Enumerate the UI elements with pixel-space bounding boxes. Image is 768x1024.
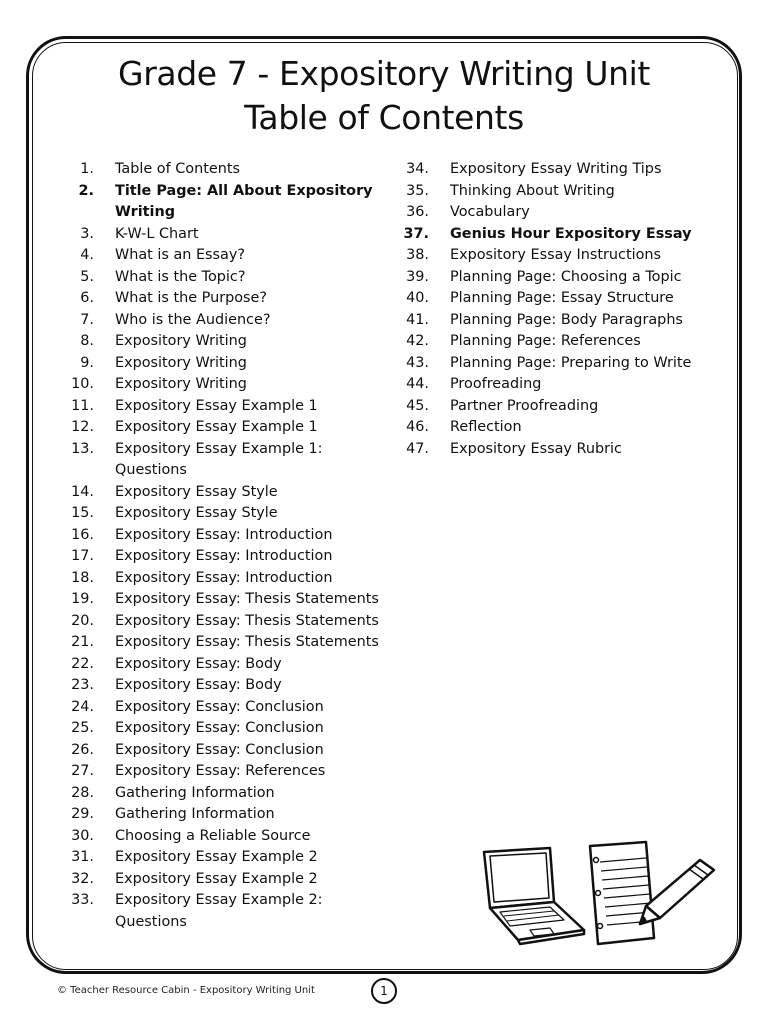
- toc-entry-label: Expository Essay: Conclusion: [115, 741, 324, 758]
- toc-entry-number: 2.: [78, 182, 94, 199]
- toc-entry-number: 4.: [80, 247, 94, 263]
- toc-entry: [393, 310, 723, 332]
- toc-entry: [58, 417, 393, 439]
- toc-entry-label: Expository Essay Writing Tips: [450, 161, 662, 177]
- toc-entry-number: 8.: [80, 333, 94, 349]
- toc-entry-label: Expository Writing: [115, 376, 247, 392]
- toc-entry-number: 36.: [406, 204, 429, 220]
- toc-entry: [58, 159, 393, 181]
- toc-entry-number: 13.: [71, 440, 94, 457]
- toc-entry-label: Vocabulary: [450, 204, 530, 220]
- toc-entry: [58, 396, 393, 418]
- toc-entry-label: Expository Essay Rubric: [450, 440, 622, 457]
- toc-entry: [58, 568, 393, 590]
- toc-entry-number: 23.: [71, 677, 94, 693]
- toc-entry-label: What is the Topic?: [115, 268, 246, 285]
- toc-entry: [58, 632, 393, 654]
- toc-entry-number: 34.: [406, 161, 429, 177]
- toc-entry-number: 33.: [71, 892, 94, 908]
- toc-entry: [58, 482, 393, 504]
- toc-entry-number: 45.: [406, 397, 429, 414]
- toc-entry-label: Expository Essay Style: [115, 505, 278, 521]
- toc-entry-number: 5.: [80, 268, 94, 285]
- toc-entry-label: K-W-L Chart: [115, 225, 199, 242]
- toc-entry: [58, 267, 393, 289]
- toc-entry: [58, 224, 393, 246]
- toc-entry-label: Gathering Information: [115, 784, 275, 801]
- toc-entry-number: 10.: [71, 376, 94, 392]
- toc-entry: [58, 675, 393, 697]
- toc-entry: [58, 654, 393, 676]
- toc-entry-label: Expository Essay Example 2: [115, 849, 318, 865]
- toc-entry: [393, 288, 723, 310]
- toc-entry: [393, 267, 723, 289]
- toc-entry-label: Table of Contents: [115, 161, 240, 177]
- toc-entry: [58, 353, 393, 375]
- toc-entry: [58, 374, 393, 396]
- toc-entry-number: 15.: [71, 505, 94, 521]
- toc-entry-label: Expository Essay Example 2: [115, 870, 318, 887]
- toc-entry-number: 22.: [71, 655, 94, 672]
- toc-entry-label: Planning Page: Body Paragraphs: [450, 311, 683, 328]
- toc-entry-label: Expository Essay: Body: [115, 655, 282, 672]
- toc-entry: [393, 417, 723, 439]
- toc-entry-number: 21.: [71, 634, 94, 650]
- toc-entry: [58, 245, 393, 267]
- toc-entry-label: Expository Essay: References: [115, 763, 326, 779]
- toc-entry: [58, 826, 393, 848]
- toc-entry: [393, 353, 723, 375]
- toc-entry-number: 31.: [71, 849, 94, 865]
- toc-entry: [393, 374, 723, 396]
- toc-entry: [58, 761, 393, 783]
- toc-entry-number: 32.: [71, 870, 94, 887]
- toc-entry-number: 26.: [71, 741, 94, 758]
- toc-entry-number: 37.: [403, 225, 429, 242]
- toc-entry-number: 44.: [406, 376, 429, 392]
- toc-entry-number: 14.: [71, 483, 94, 500]
- toc-entry: [58, 310, 393, 332]
- toc-entry-number: 24.: [71, 698, 94, 715]
- toc-entry-label: Title Page: All About Expository Writing: [115, 182, 373, 220]
- toc-entry: [58, 503, 393, 525]
- toc-entry-number: 1.: [80, 161, 94, 177]
- toc-entry: [393, 159, 723, 181]
- toc-entry-label: Partner Proofreading: [450, 397, 599, 414]
- toc-entry-number: 17.: [71, 548, 94, 564]
- toc-entry: [58, 589, 393, 611]
- toc-entry: [58, 783, 393, 805]
- toc-entry: [393, 245, 723, 267]
- toc-entry-label: Expository Essay: Introduction: [115, 526, 333, 543]
- toc-entry: [58, 847, 393, 869]
- notebook-paper-icon: [590, 842, 654, 944]
- toc-entry-number: 27.: [71, 763, 94, 779]
- toc-entry-label: Expository Essay Example 1: Questions: [115, 440, 323, 478]
- toc-entry-label: Expository Essay: Conclusion: [115, 720, 324, 736]
- toc-entry: [58, 611, 393, 633]
- toc-entry-number: 25.: [71, 720, 94, 736]
- toc-entry-number: 6.: [80, 290, 94, 306]
- toc-entry-label: Expository Essay Instructions: [450, 247, 662, 263]
- toc-entry-label: Who is the Audience?: [115, 311, 271, 328]
- toc-entry-number: 39.: [406, 268, 429, 285]
- toc-entry-number: 30.: [71, 827, 94, 844]
- toc-entry-label: Expository Essay: Thesis Statements: [115, 591, 379, 607]
- toc-right-column: [393, 159, 723, 460]
- clipart: [478, 838, 723, 953]
- toc-entry-label: What is the Purpose?: [115, 290, 268, 306]
- toc-entry: [393, 181, 723, 203]
- toc-entry-label: Expository Writing: [115, 354, 247, 371]
- title-line-2: Table of Contents: [244, 98, 524, 137]
- toc-entry-number: 47.: [406, 440, 429, 457]
- toc-entry: [393, 224, 723, 246]
- toc-entry-number: 43.: [406, 354, 429, 371]
- toc-entry-number: 19.: [71, 591, 94, 607]
- toc-entry-label: Expository Essay: Conclusion: [115, 698, 324, 715]
- toc-entry-label: Expository Essay Style: [115, 483, 278, 500]
- toc-entry-label: Planning Page: Choosing a Topic: [450, 268, 682, 285]
- toc-entry: [58, 697, 393, 719]
- toc-entry: [58, 525, 393, 547]
- toc-entry-label: Planning Page: Preparing to Write: [450, 354, 692, 371]
- toc-entry-number: 28.: [71, 784, 94, 801]
- toc-entry-number: 38.: [406, 247, 429, 263]
- toc-entry-label: Expository Essay Example 2: Questions: [115, 892, 323, 930]
- toc-entry-label: Planning Page: Essay Structure: [450, 290, 674, 306]
- toc-entry: [58, 869, 393, 891]
- toc-entry: [393, 331, 723, 353]
- toc-entry-label: Planning Page: References: [450, 333, 641, 349]
- toc-entry-number: 16.: [71, 526, 94, 543]
- title-line-1: Grade 7 - Expository Writing Unit: [118, 54, 650, 93]
- toc-entry-label: Reflection: [450, 419, 522, 435]
- toc-entry-label: Expository Essay: Introduction: [115, 548, 333, 564]
- toc-entry-number: 46.: [406, 419, 429, 435]
- toc-entry-label: Thinking About Writing: [450, 182, 615, 199]
- toc-entry-label: Choosing a Reliable Source: [115, 827, 311, 844]
- toc-entry-label: Expository Essay: Thesis Statements: [115, 612, 379, 629]
- toc-entry: [58, 804, 393, 826]
- toc-entry-number: 7.: [80, 311, 94, 328]
- toc-entry-label: Proofreading: [450, 376, 542, 392]
- toc-entry-label: Gathering Information: [115, 806, 275, 822]
- toc-entry: [58, 181, 393, 224]
- toc-entry: [393, 202, 723, 224]
- laptop-icon: [484, 848, 584, 944]
- toc-entry: [58, 890, 393, 933]
- footer-copyright: © Teacher Resource Cabin - Expository Writing Unit: [57, 985, 315, 996]
- toc-entry-number: 40.: [406, 290, 429, 306]
- toc-entry-number: 3.: [80, 225, 94, 242]
- toc-entry-label: Expository Essay Example 1: [115, 419, 318, 435]
- toc-entry-label: Expository Essay Example 1: [115, 397, 318, 414]
- toc-entry-number: 29.: [71, 806, 94, 822]
- toc-entry: [58, 546, 393, 568]
- toc-entry: [58, 439, 393, 482]
- toc-entry: [58, 740, 393, 762]
- toc-entry: [393, 396, 723, 418]
- toc-entry: [393, 439, 723, 461]
- toc-entry-number: 42.: [406, 333, 429, 349]
- page-title: [0, 52, 768, 140]
- toc-entry-number: 11.: [71, 397, 94, 414]
- toc-entry-label: Expository Writing: [115, 333, 247, 349]
- toc-left-column: [58, 159, 393, 933]
- toc-entry-label: Expository Essay: Introduction: [115, 569, 333, 586]
- toc-entry-number: 18.: [71, 569, 94, 586]
- toc-entry: [58, 331, 393, 353]
- toc-entry-number: 9.: [80, 354, 94, 371]
- page-number: 1: [371, 978, 397, 1004]
- toc-entry-label: Expository Essay: Thesis Statements: [115, 634, 379, 650]
- toc-entry-label: Expository Essay: Body: [115, 677, 282, 693]
- toc-entry: [58, 718, 393, 740]
- toc-entry-label: What is an Essay?: [115, 247, 246, 263]
- toc-entry-label: Genius Hour Expository Essay: [450, 225, 692, 242]
- toc-entry-number: 35.: [406, 182, 429, 199]
- toc-entry-number: 20.: [71, 612, 94, 629]
- toc-entry-number: 12.: [71, 419, 94, 435]
- toc-entry-number: 41.: [406, 311, 429, 328]
- toc-entry: [58, 288, 393, 310]
